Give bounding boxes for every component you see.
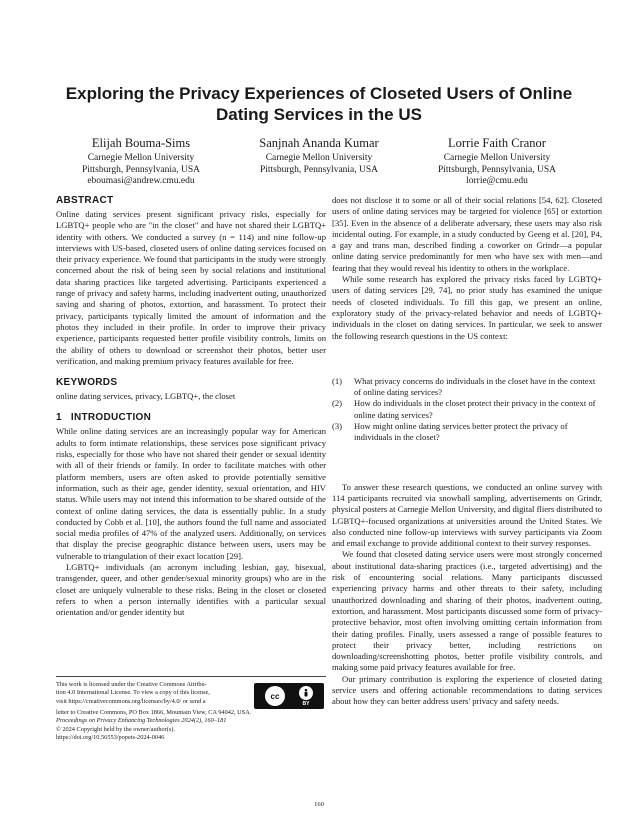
license-footnote [56, 676, 326, 743]
author-location: Pittsburgh, Pennsylvania, USA [437, 164, 557, 175]
rq-number: (2) [332, 398, 343, 409]
paper-title: Exploring the Privacy Experiences of Closeted Users of Online Dating Services in the US [65, 84, 573, 124]
research-questions-list [332, 376, 602, 444]
abstract-heading: ABSTRACT [56, 195, 114, 206]
intro-paragraph-6: We found that closeted dating service users were most strongly concerned about institutional data-sharing practices (i.e., targeted advertising) and the risk of encountering social relations. Many participants discussed experiencing privacy harms and other threats to their safety, including unauthorized downloading and sharing of their photos, inadvertent outing, extortion, and harassment. Most participants discussed some form of privacy-protective behavior, most often involving omitting certain information from their dating profiles. Finally, users assessed a range of possible features to protect their privacy better, including restrictions on downloading/screenshotting photos, better profile visibility controls, and making some paid privacy features available for free. [332, 549, 602, 673]
author-affiliation: Carnegie Mellon University [443, 153, 551, 163]
author-email: lorrie@cmu.edu [466, 176, 528, 186]
by-label: BY [302, 700, 310, 707]
copyright-line: © 2024 Copyright held by the owner/author(s). [56, 725, 175, 733]
author-location: Pittsburgh, Pennsylvania, USA [81, 164, 201, 175]
introduction-heading [56, 412, 326, 423]
intro-paragraph-3: does not disclose it to some or all of their social relations [54, 62]. Closeted users of online dating services may be targeted for violence [65] or extortion [35]. Even in the absence of a deliberate adversary, these users may also risk incidental outing. For example, in a study conducted by Geeng et al. [20], P4, a gay and trans man, described finding a coworker on Grindr—a popular online dating service predominantly for men who have sex with men—and fearing that they would reveal his identity to others in the workplace. [332, 195, 602, 273]
author-affiliation: Carnegie Mellon University [265, 153, 373, 163]
author-name: Elijah Bouma-Sims [91, 136, 191, 150]
right-column [332, 195, 602, 708]
author-affiliation: Carnegie Mellon University [87, 153, 195, 163]
rq-text: How might online dating services better protect the privacy of individuals in the closet? [354, 421, 568, 443]
keywords-heading: KEYWORDS [56, 377, 118, 389]
cc-by-badge [254, 683, 324, 709]
author-email: eboumasi@andrew.cmu.edu [87, 176, 195, 186]
author-3 [412, 136, 582, 188]
author-name: Sanjnah Ananda Kumar [259, 136, 379, 150]
abstract-text: Online dating services present significant privacy risks, especially for LGBTQ+ people who are "in the closet" and have not shared their LGBTQ+ identity with others. We conducted a survey (n = 114) and nine follow-up interviews with US-based, closeted users of online dating services focused on their privacy experience. We found that participants in the study were strongly concerned about the risk of being seen by social relations and institutional data sharing practices like targeted advertising. Participants experienced a range of privacy and safety harms, including inadvertent outing, unauthorized saving and sharing of photos, extortion, and harassment. To protect their privacy, participants typically limited the amount of information and the photos they included in their profile. In order to improve their privacy experience, participants requested better profile visibility controls, limits on the ability of others to download or screenshot their photos, better user verification, and making premium privacy features available for free. [56, 209, 326, 366]
page-number: 160 [314, 801, 324, 808]
research-question [332, 376, 602, 399]
license-line: This work is licensed under the Creative Commons Attribu- [56, 681, 207, 688]
research-question [332, 398, 602, 421]
doi-link[interactable]: https://doi.org/10.56553/popets-2024-0046 [56, 734, 165, 742]
intro-paragraph-7: Our primary contribution is exploring the experience of closeted dating service users and offering actionable recommendations to dating services about how they can better address users' privacy and safety needs. [332, 673, 602, 707]
venue-line: Proceedings on Privacy Enhancing Technologies 2024(2), 160–181 [56, 717, 227, 725]
attribution-person-icon [299, 686, 313, 700]
rq-text: How do individuals in the closet protect their privacy in the context of online dating services? [354, 398, 596, 420]
intro-paragraph-1: While online dating services are an increasingly popular way for American adults to form intimate relationships, these services pose significant privacy risks, especially for those who have not shared their gender or sexual identity with all of their friends or family. In order to facilitate matches with other platform members, users are often asked to provide potentially sensitive information, such as their age, gender identity, sexual orientation, and HIV status. While users may not intend this information to be shared outside of the context of online dating services, the data is essentially public. In a study conducted by Cobb et al. [10], the authors found the full name and associated social media profiles of 47% of the analyzed users. Additionally, on services that display the precise geographic distance between users, users may be vulnerable to triangulation of their exact location [29]. [56, 426, 326, 561]
intro-paragraph-2: LGBTQ+ individuals (an acronym including lesbian, gay, bisexual, transgender, queer, and other gender/sexual minority groups) who are in the closet are uniquely vulnerable to these risks. Being in the closet or closeted refers to when a person internally identifies with a particular sexual orientation and/or gender identity but [56, 562, 326, 618]
license-line: visit https://creativecommons.org/licenses/by/4.0/ or send a [56, 697, 206, 705]
author-1 [56, 136, 226, 188]
intro-paragraph-5: To answer these research questions, we conducted an online survey with 114 participants recruited via snowball sampling, advertisements on Grindr, physical posters at Carnegie Mellon University, and digital fliers distributed to LGBTQ+-focused organizations at universities around the United States. We also conducted nine follow-up interviews with survey participants via Zoom and email exchange to provide additional context to their survey responses. [332, 481, 602, 549]
research-question [332, 421, 602, 444]
rq-number: (3) [332, 421, 343, 432]
section-number: 1 [56, 412, 62, 424]
keywords-text: online dating services, privacy, LGBTQ+, the closet [56, 391, 236, 402]
rq-text: What privacy concerns do individuals in the closet have in the context of online dating services? [354, 375, 596, 398]
author-2 [234, 136, 404, 188]
license-line: letter to Creative Commons, PO Box 1866, Mountain View, CA 94042, USA. [56, 709, 252, 716]
author-location: Pittsburgh, Pennsylvania, USA [259, 164, 379, 175]
author-name: Lorrie Faith Cranor [448, 136, 546, 150]
section-title: INTRODUCTION [70, 412, 152, 424]
license-line: tion 4.0 International License. To view a copy of this license, [56, 689, 210, 697]
intro-paragraph-4: While some research has explored the privacy risks faced by LGBTQ+ users of dating services [29, 74], no prior study has examined the unique needs of closeted individuals. To fill this gap, we present an online, exploratory study of the privacy-related behavior and needs of LGBTQ+ individuals in the closet on dating services. In particular, we seek to answer the following research questions in the US context: [332, 274, 602, 341]
author-block [56, 136, 582, 188]
rq-number: (1) [332, 375, 343, 386]
creative-commons-icon: cc [265, 686, 285, 706]
left-column [56, 195, 326, 619]
